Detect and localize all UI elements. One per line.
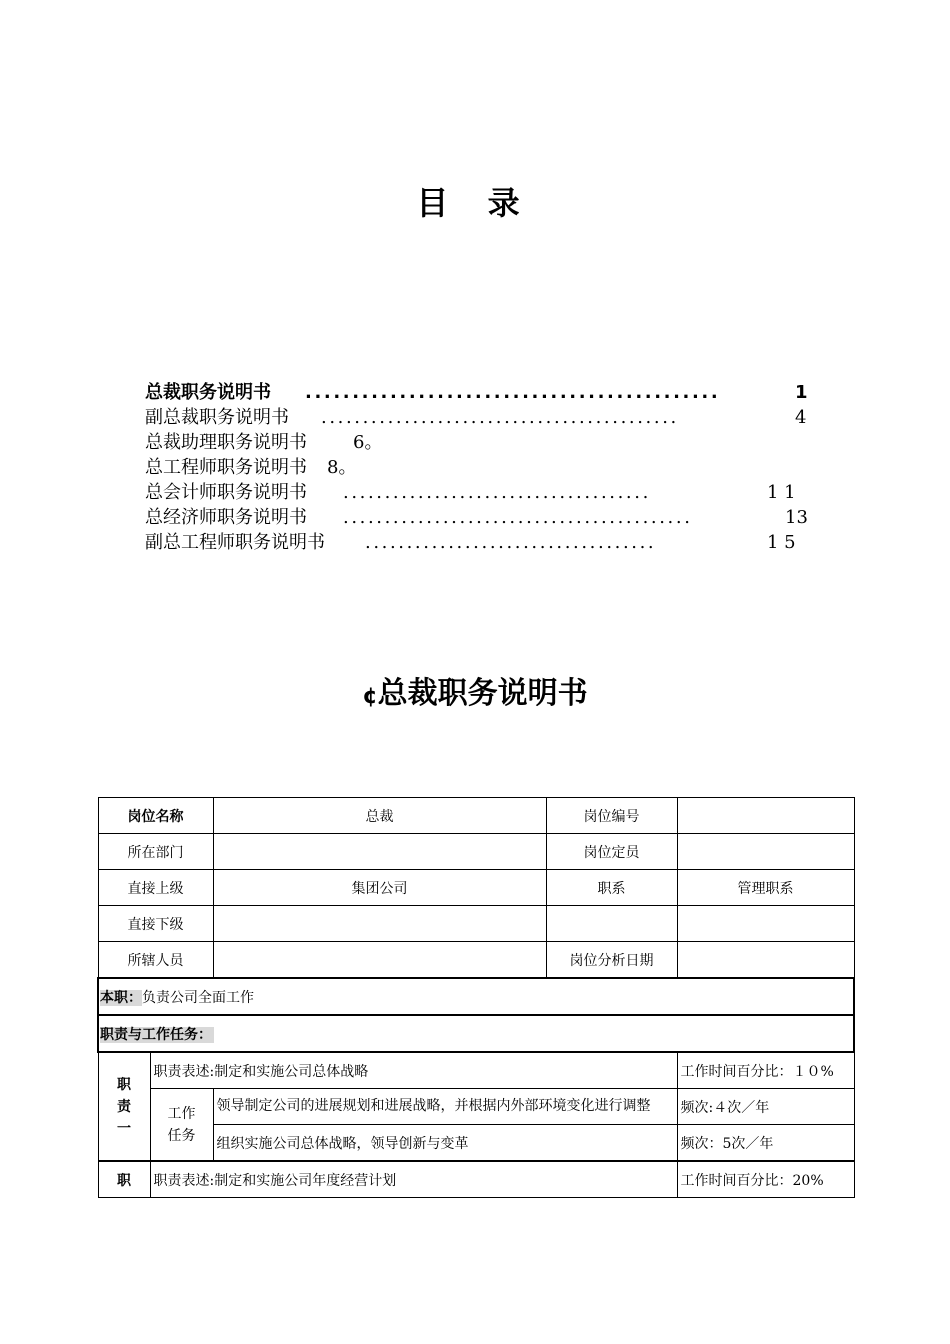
duty-two-label: 职	[98, 1161, 150, 1198]
staff-value	[213, 942, 546, 979]
toc-entry-dots: ...................................	[365, 532, 657, 553]
duty-two-time-share: 工作时间百分比：20%	[677, 1161, 854, 1198]
job-description-table	[97, 797, 855, 1198]
toc-entry[interactable]	[145, 380, 810, 405]
position-name-label: 岗位名称	[98, 798, 213, 834]
toc-entry-dots: ..........................................	[343, 507, 693, 528]
job-family-value: 管理职系	[677, 870, 854, 906]
job-family-label: 职系	[546, 870, 677, 906]
duties-heading: 职责与工作任务：	[100, 1026, 212, 1043]
toc-entry-page: 13	[785, 507, 808, 528]
direct-subordinate-label: 直接下级	[98, 906, 213, 942]
table-row	[98, 942, 854, 979]
headcount-label: 岗位定员	[546, 834, 677, 870]
position-name-value: 总裁	[213, 798, 546, 834]
table-row	[98, 798, 854, 834]
table-row	[98, 834, 854, 870]
table-row	[98, 1161, 854, 1198]
work-task-label: 工作 任务	[150, 1089, 213, 1162]
direct-superior-label: 直接上级	[98, 870, 213, 906]
toc-entry-title: 总会计师职务说明书	[145, 482, 307, 503]
toc-heading: 目 录	[416, 184, 534, 222]
toc-entry-page: 6。	[353, 432, 383, 453]
toc-entry[interactable]	[145, 530, 810, 555]
toc-entry-dots: .....................................	[343, 482, 651, 503]
position-code-label: 岗位编号	[546, 798, 677, 834]
section-title-mark: ¢	[362, 684, 378, 709]
table-row	[98, 1052, 854, 1089]
toc-entry-page: 1	[795, 382, 808, 403]
table-row	[98, 870, 854, 906]
direct-superior-value: 集团公司	[213, 870, 546, 906]
toc-entry-title: 总裁助理职务说明书	[145, 432, 307, 453]
toc-entry-title: 副总工程师职务说明书	[145, 532, 325, 553]
duty-summary-row	[98, 978, 854, 1015]
headcount-value	[677, 834, 854, 870]
analysis-date-label: 岗位分析日期	[546, 942, 677, 979]
table-row	[98, 1015, 854, 1052]
toc-entry-dots: ............................................	[305, 382, 721, 403]
duty-one-label: 职 责 一	[98, 1052, 150, 1161]
toc-entry[interactable]	[145, 480, 810, 505]
section-title	[0, 668, 950, 712]
table-row	[98, 978, 854, 1015]
duty-one-time-share: 工作时间百分比：１０%	[677, 1052, 854, 1089]
work-task-text: 组织实施公司总体战略，领导创新与变革	[213, 1125, 677, 1162]
toc-entry[interactable]	[145, 505, 810, 530]
table-row	[98, 1089, 854, 1125]
toc-entry[interactable]	[145, 430, 810, 455]
work-task-frequency: 频次：5次／年	[677, 1125, 854, 1162]
position-code-value	[677, 798, 854, 834]
empty-label	[546, 906, 677, 942]
duty-two-description: 职责表述:制定和实施公司年度经营计划	[150, 1161, 677, 1198]
toc-entry-page: 1 5	[767, 532, 796, 553]
toc-entry[interactable]	[145, 405, 810, 430]
analysis-date-value	[677, 942, 854, 979]
toc-entry-title: 总经济师职务说明书	[145, 507, 307, 528]
toc-entry-title: 总裁职务说明书	[145, 382, 271, 403]
department-value	[213, 834, 546, 870]
empty-value	[677, 906, 854, 942]
duty-summary-label: 本职：	[100, 989, 142, 1006]
section-title-text: 总裁职务说明书	[377, 676, 588, 711]
toc-entry-page: 8。	[327, 457, 357, 478]
table-row	[98, 906, 854, 942]
duty-summary-text: 负责公司全面工作	[142, 989, 254, 1006]
toc-entry-page: 4	[795, 407, 807, 428]
duties-heading-row	[98, 1015, 854, 1052]
table-of-contents	[145, 380, 810, 555]
staff-label: 所辖人员	[98, 942, 213, 979]
direct-subordinate-value	[213, 906, 546, 942]
toc-entry-title: 总工程师职务说明书	[145, 457, 307, 478]
work-task-text: 领导制定公司的进展规划和进展战略，并根据内外部环境变化进行调整	[213, 1089, 677, 1125]
toc-entry-title: 副总裁职务说明书	[145, 407, 289, 428]
department-label: 所在部门	[98, 834, 213, 870]
duty-one-description: 职责表述:制定和实施公司总体战略	[150, 1052, 677, 1089]
toc-entry-page: 1 1	[767, 482, 796, 503]
work-task-frequency: 频次:４次／年	[677, 1089, 854, 1125]
toc-entry[interactable]	[145, 455, 810, 480]
toc-entry-dots: ...........................................	[321, 407, 679, 428]
